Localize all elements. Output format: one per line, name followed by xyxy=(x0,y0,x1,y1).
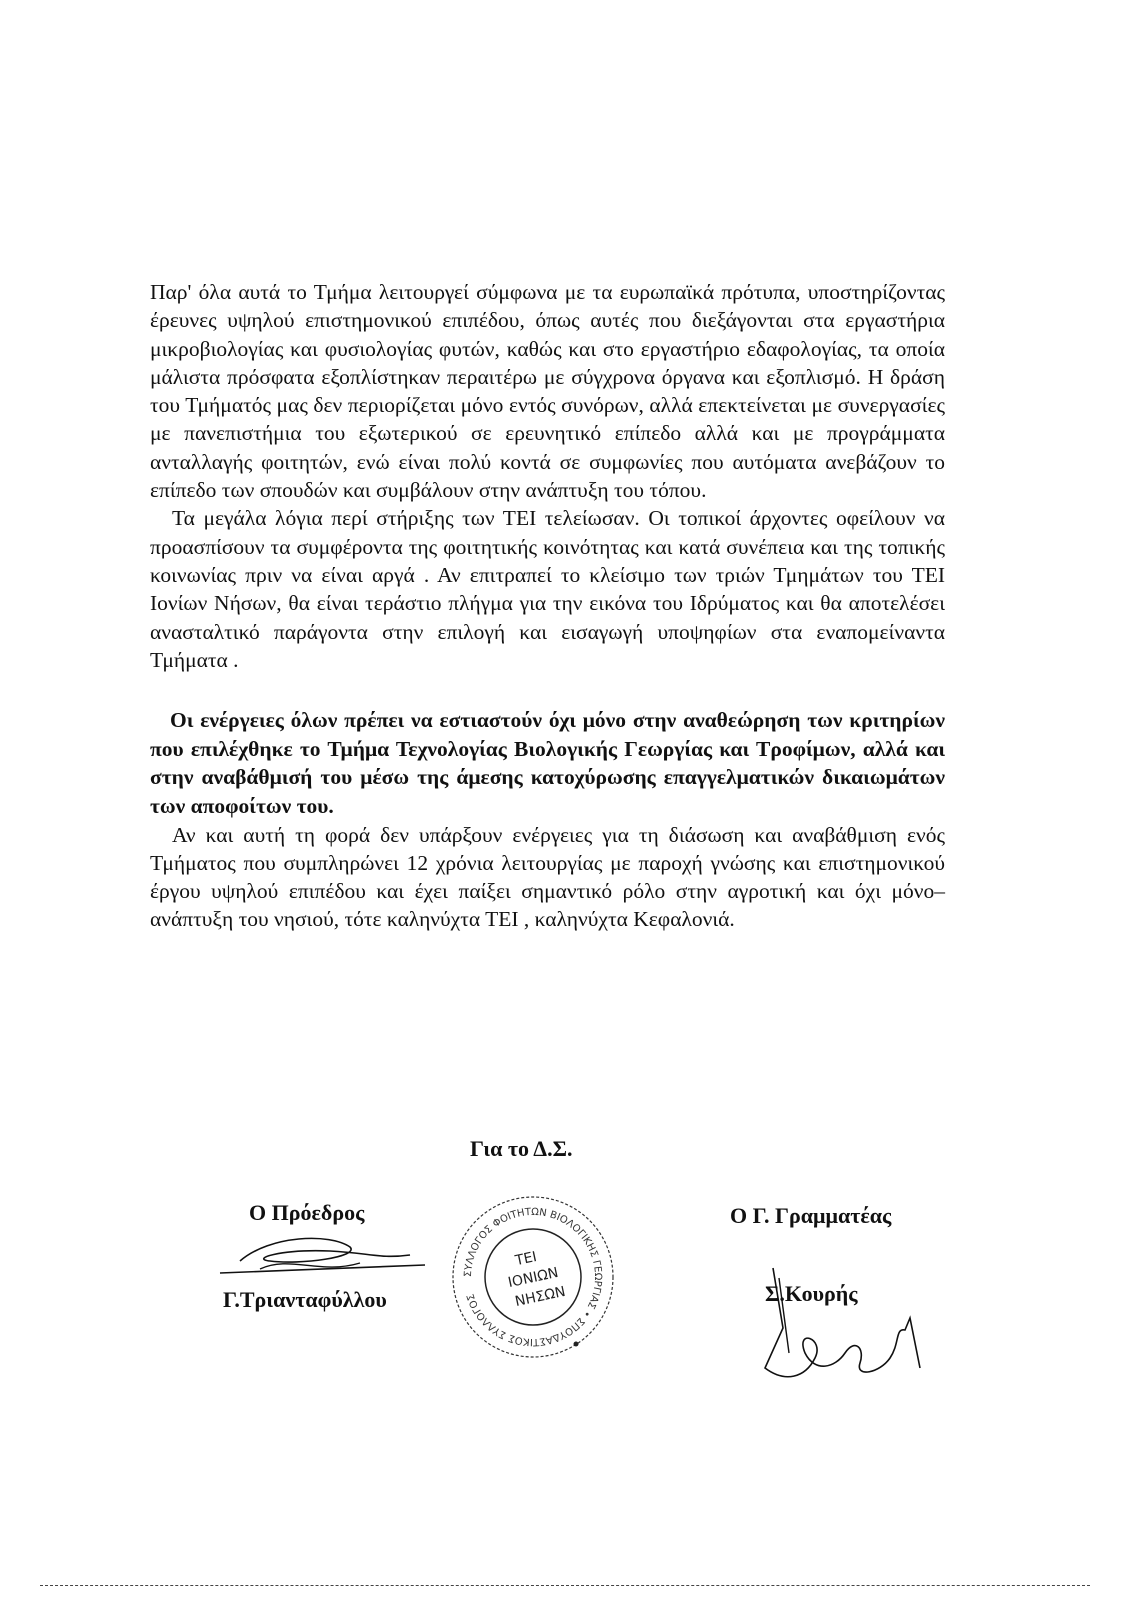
stamp-line-2: ΙΟΝΙΩΝ xyxy=(506,1264,560,1292)
paragraph-4: Αν και αυτή τη φορά δεν υπάρξουν ενέργειες για τη διάσωση και αναβάθμιση ενός Τμήματος που συμπληρώνει 12 χρόνια λειτουργίας με παροχή γνώσης και επιστημονικού έργου υψηλού επιπέδου και έχει παίξει σημαντικό ρόλο στην αγροτική και όχι μόνο– ανάπτυξη του νησιού, τότε καληνύχτα ΤΕΙ , καληνύχτα Κεφαλονιά. xyxy=(150,822,945,932)
paragraph-1: Παρ' όλα αυτά το Τμήμα λειτουργεί σύμφωνα με τα ευρωπαϊκά πρότυπα, υποστηρίζοντας έρευνες υψηλού επιστημονικού επιπέδου, όπως αυτές που διεξάγονται στα εργαστήρια μικροβιολογίας και φυσιολογίας φυτών, καθώς και στο εργαστήριο εδαφολογίας, τα οποία μάλιστα πρόσφατα εξοπλίστηκαν περαιτέρω με σύγχρονα όργανα και εξοπλισμό. Η δράση του Τμήματός μας δεν περιορίζεται μόνο εντός συνόρων, αλλά επεκτείνεται με συνεργασίες με πανεπιστήμια του εξωτερικού σε ερευνητικό επίπεδο αλλά και με προγράμματα ανταλλαγής φοιτητών, ενώ είναι πολύ κοντά σε συμφωνίες που αυτόματα ανεβάζουν το επίπεδο των σπουδών και συμβάλουν στην ανάπτυξη του τόπου. xyxy=(150,280,945,503)
paragraph-2: Τα μεγάλα λόγια περί στήριξης των ΤΕΙ τελείωσαν. Οι τοπικοί άρχοντες οφείλουν να προασπίσουν τα συμφέροντα της φοιτητικής κοινότητας και κατά συνέπεια και της τοπικής κοινωνίας πριν να είναι αργά . Αν επιτραπεί το κλείσιμο των τριών Τμημάτων του ΤΕΙ Ιονίων Νήσων, θα είναι τεράστιο πλήγμα για την εικόνα του Ιδρύματος και θα αποτελέσει ανασταλτικό παράγοντα στην επιλογή και εισαγωγή υποψηφίων στα εναπομείναντα Τμήματα . xyxy=(150,506,945,672)
paragraph-3-bold: Οι ενέργειες όλων πρέπει να εστιαστούν όχι μόνο στην αναθεώρηση των κριτηρίων που επιλέχθηκε το Τμήμα Τεχνολογίας Βιολογικής Γεωργίας και Τροφίμων, αλλά και στην αναβάθμισή του μέσω της άμεσης κατοχύρωσης επαγγελματικών δικαιωμάτων των αποφοίτων του. xyxy=(150,708,945,818)
president-title: Ο Πρόεδρος xyxy=(249,1200,365,1225)
secretary-name: Σ.Κουρής xyxy=(765,1281,858,1306)
for-board-heading: Για το Δ.Σ. xyxy=(470,1136,573,1161)
stamp-ring-text: ΣΥΛΛΟΓΟΣ ΦΟΙΤΗΤΩΝ ΒΙΟΛΟΓΙΚΗΣ ΓΕΩΡΓΙΑΣ • ΣΠΟΥΔΑΣΤΙΚΟΣ ΣΥΛΛΟΓΟΣ xyxy=(462,1206,604,1348)
secretary-title: Ο Γ. Γραμματέας xyxy=(730,1203,892,1228)
stamp-line-3: ΝΗΣΩΝ xyxy=(513,1283,567,1311)
stamp-line-1: ΤΕΙ xyxy=(513,1248,539,1270)
secretary-signature xyxy=(755,1258,925,1393)
association-stamp xyxy=(448,1192,618,1362)
bottom-divider xyxy=(40,1585,1090,1586)
letter-body xyxy=(150,278,945,934)
president-name: Γ.Τριανταφύλλου xyxy=(223,1287,387,1312)
president-signature xyxy=(210,1225,440,1295)
